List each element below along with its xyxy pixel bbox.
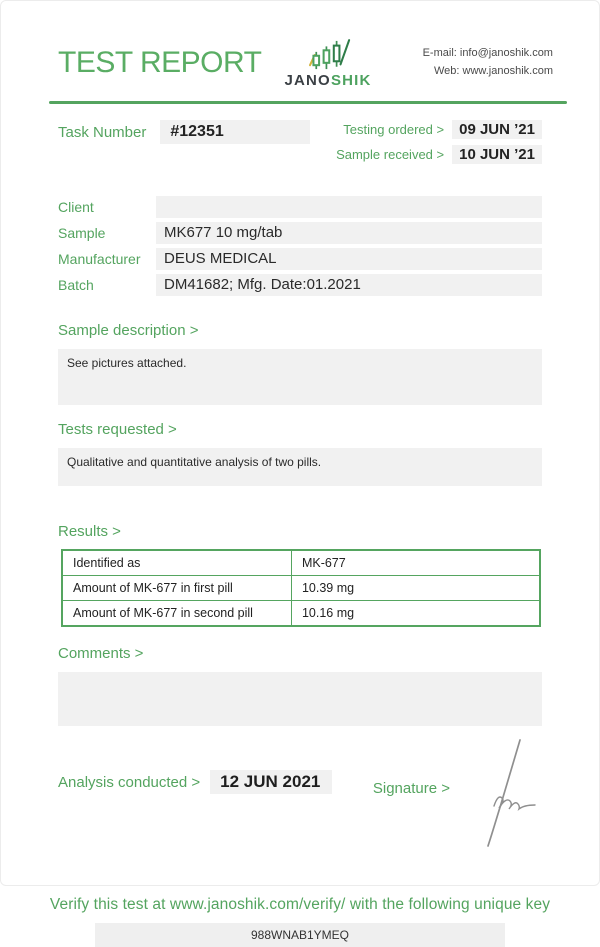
info-row-client bbox=[58, 196, 542, 218]
info-row-batch bbox=[58, 274, 542, 296]
result-name: Amount of MK-677 in first pill bbox=[62, 576, 291, 601]
signature-group bbox=[373, 770, 542, 882]
janoshik-logo bbox=[284, 37, 371, 88]
analysis-conducted-date: 12 JUN 2021 bbox=[210, 770, 332, 794]
task-row bbox=[1, 104, 599, 164]
logo-text-shik: SHIK bbox=[330, 72, 372, 89]
task-number-value: #12351 bbox=[160, 120, 310, 144]
verify-text: Verify this test at www.janoshik.com/verify/ with the following unique key bbox=[49, 896, 551, 913]
sample-value: MK677 10 mg/tab bbox=[156, 222, 542, 244]
info-row-manufacturer bbox=[58, 248, 542, 270]
sample-description-heading: Sample description > bbox=[58, 322, 199, 339]
comments-box bbox=[58, 672, 542, 726]
result-name: Identified as bbox=[62, 550, 291, 576]
batch-label: Batch bbox=[58, 277, 94, 293]
client-label: Client bbox=[58, 199, 94, 215]
sample-received-row bbox=[336, 145, 542, 164]
testing-ordered-row bbox=[336, 120, 542, 139]
contact-info bbox=[423, 45, 553, 79]
table-row bbox=[62, 550, 540, 576]
results-table bbox=[61, 549, 541, 627]
candlestick-chart-icon bbox=[302, 37, 354, 73]
header bbox=[1, 1, 599, 88]
manufacturer-value: DEUS MEDICAL bbox=[156, 248, 542, 270]
tests-requested-heading: Tests requested > bbox=[58, 421, 177, 438]
logo-wordmark bbox=[284, 73, 371, 88]
sample-label: Sample bbox=[58, 225, 106, 241]
info-row-sample bbox=[58, 222, 542, 244]
tests-requested-box: Qualitative and quantitative analysis of two pills. bbox=[58, 448, 542, 486]
date-rows bbox=[336, 120, 542, 164]
signature-scribble bbox=[464, 736, 542, 848]
analysis-conducted-label: Analysis conducted > bbox=[58, 773, 201, 791]
table-row bbox=[62, 601, 540, 627]
logo-text-jano: JANO bbox=[284, 72, 331, 89]
signature-label: Signature > bbox=[372, 780, 450, 797]
sample-received-value: 10 JUN ’21 bbox=[452, 145, 542, 164]
result-value: 10.39 mg bbox=[291, 576, 540, 601]
contact-email: E-mail: info@janoshik.com bbox=[422, 47, 553, 60]
testing-ordered-value: 09 JUN ’21 bbox=[452, 120, 542, 139]
results-heading: Results > bbox=[58, 523, 121, 540]
contact-web: Web: www.janoshik.com bbox=[433, 64, 553, 77]
task-number-group bbox=[58, 120, 310, 144]
sample-received-label: Sample received > bbox=[336, 147, 445, 162]
batch-value: DM41682; Mfg. Date:01.2021 bbox=[156, 274, 542, 296]
task-number-label: Task Number bbox=[58, 123, 147, 141]
sample-description-box: See pictures attached. bbox=[58, 349, 542, 405]
page-title: TEST REPORT bbox=[58, 45, 262, 79]
unique-key: 988WNAB1YMEQ bbox=[95, 923, 505, 947]
result-value: 10.16 mg bbox=[291, 601, 540, 627]
analysis-signature-row bbox=[1, 726, 599, 880]
result-value: MK-677 bbox=[291, 550, 540, 576]
comments-heading: Comments > bbox=[58, 645, 144, 662]
manufacturer-label: Manufacturer bbox=[58, 251, 141, 267]
sample-info-block bbox=[1, 164, 599, 296]
analysis-conducted-group bbox=[58, 770, 332, 794]
testing-ordered-label: Testing ordered > bbox=[343, 122, 445, 137]
table-row bbox=[62, 576, 540, 601]
result-name: Amount of MK-677 in second pill bbox=[62, 601, 291, 627]
client-value bbox=[156, 196, 542, 218]
